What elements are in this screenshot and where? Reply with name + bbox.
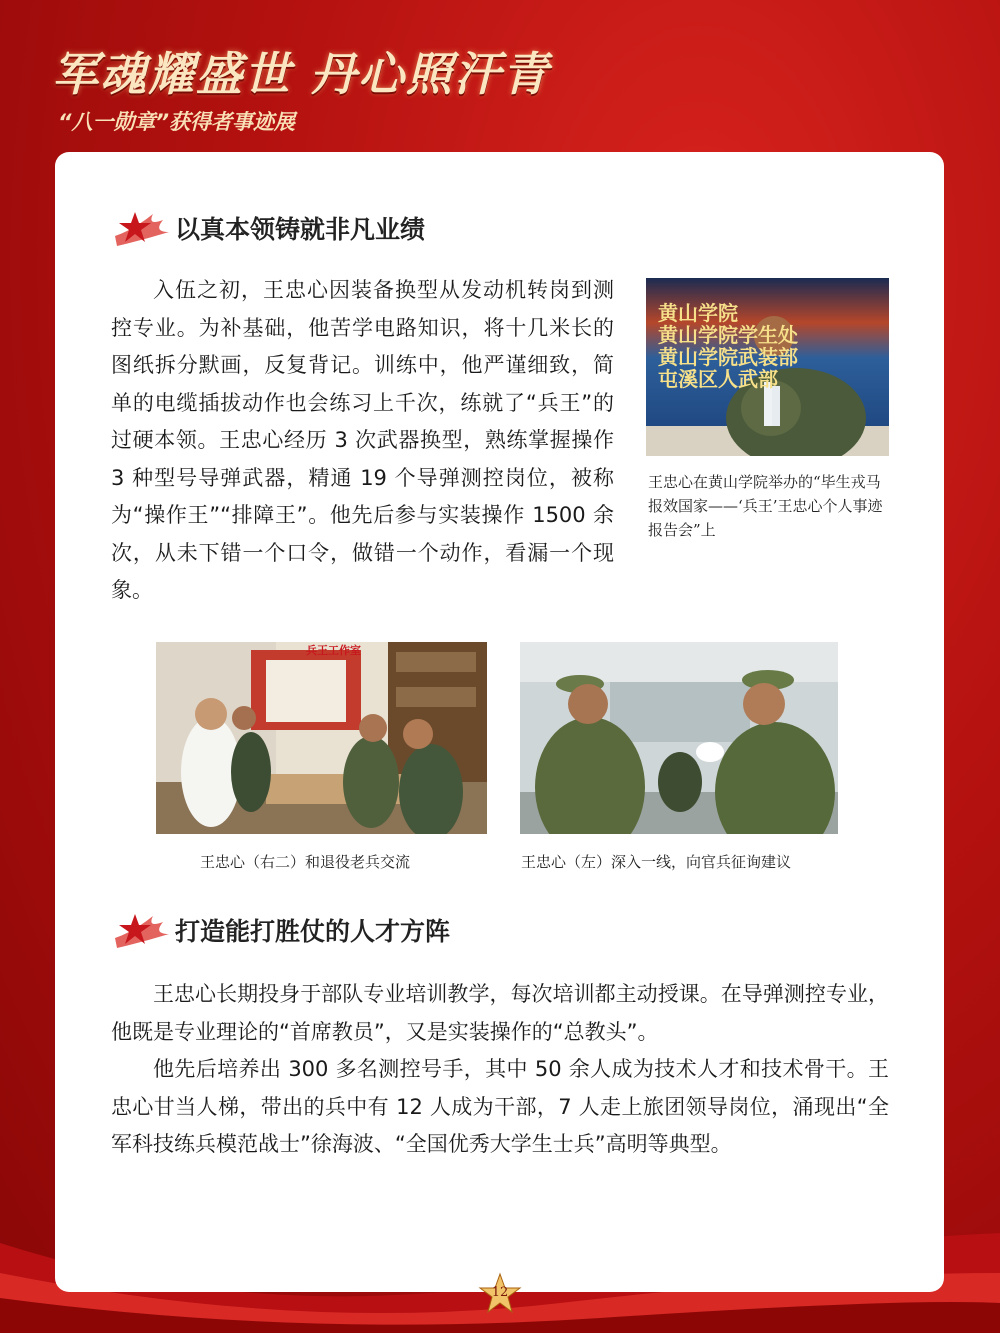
section-title-2: 打造能打胜仗的人才方阵 <box>175 917 451 946</box>
photo-veterans-caption: 王忠心（右二）和退役老兵交流 <box>200 853 411 871</box>
banner-line-1: 黄山学院 <box>658 301 738 325</box>
page-title: 军魂耀盛世 丹心照汗青 <box>52 47 551 101</box>
photo-veterans-image <box>156 642 487 834</box>
section-title-1: 以真本领铸就非凡业绩 <box>175 215 426 244</box>
photo-frontline-caption: 王忠心（左）深入一线，向官兵征询建议 <box>521 853 792 871</box>
section2-paragraph-2: 他先后培养出 300 多名测控号手，其中 50 余人成为技术人才和技术骨干。王忠心甘当人梯，带出的兵中有 12 人成为干部，7 人走上旅团领导岗位，涌现出“全军科技练兵模范战士”徐海波、“全国优秀大学生士兵”高明等典型。 <box>111 1057 889 1156</box>
photo-frontline <box>520 642 838 834</box>
page-number-label: 12 <box>491 1285 509 1300</box>
page-subtitle: “八一勋章”获得者事迹展 <box>58 110 296 134</box>
banner-line-4: 屯溪区人武部 <box>658 367 778 391</box>
banner-line-2: 黄山学院学生处 <box>658 323 798 347</box>
section-heading-1 <box>113 206 425 250</box>
photo-veterans <box>156 642 487 834</box>
red-star-icon <box>113 206 171 250</box>
red-star-icon <box>113 908 171 952</box>
page-number <box>478 1272 522 1316</box>
photo-lecture-caption: 王忠心在黄山学院举办的“毕生戎马 报效国家——‘兵王’王忠心个人事迹报告会”上 <box>648 473 883 539</box>
poster-text: 兵王工作室 <box>306 644 361 657</box>
section2-paragraph-1: 王忠心长期投身于部队专业培训教学，每次培训都主动授课。在导弹测控专业，他既是专业理论的“首席教员”，又是实装操作的“总教头”。 <box>111 982 889 1044</box>
section1-paragraph: 入伍之初，王忠心因装备换型从发动机转岗到测控专业。为补基础，他苦学电路知识，将十几米长的图纸拆分默画，反复背记。训练中，他严谨细致，简单的电缆插拔动作也会练习上千次，练就了“兵王”的过硬本领。王忠心经历 3 次武器换型，熟练掌握操作 3 种型号导弹武器，精通 19 个导弹测控岗位，被称为“操作王”“排障王”。他先后参与实装操作 1500 余次，从未下错一个口令，做错一个动作，看漏一个现象。 <box>111 278 614 602</box>
photo-lecture <box>646 278 889 456</box>
section-heading-2 <box>113 908 450 952</box>
photo-frontline-image <box>520 642 838 834</box>
banner-line-3: 黄山学院武装部 <box>658 345 798 369</box>
